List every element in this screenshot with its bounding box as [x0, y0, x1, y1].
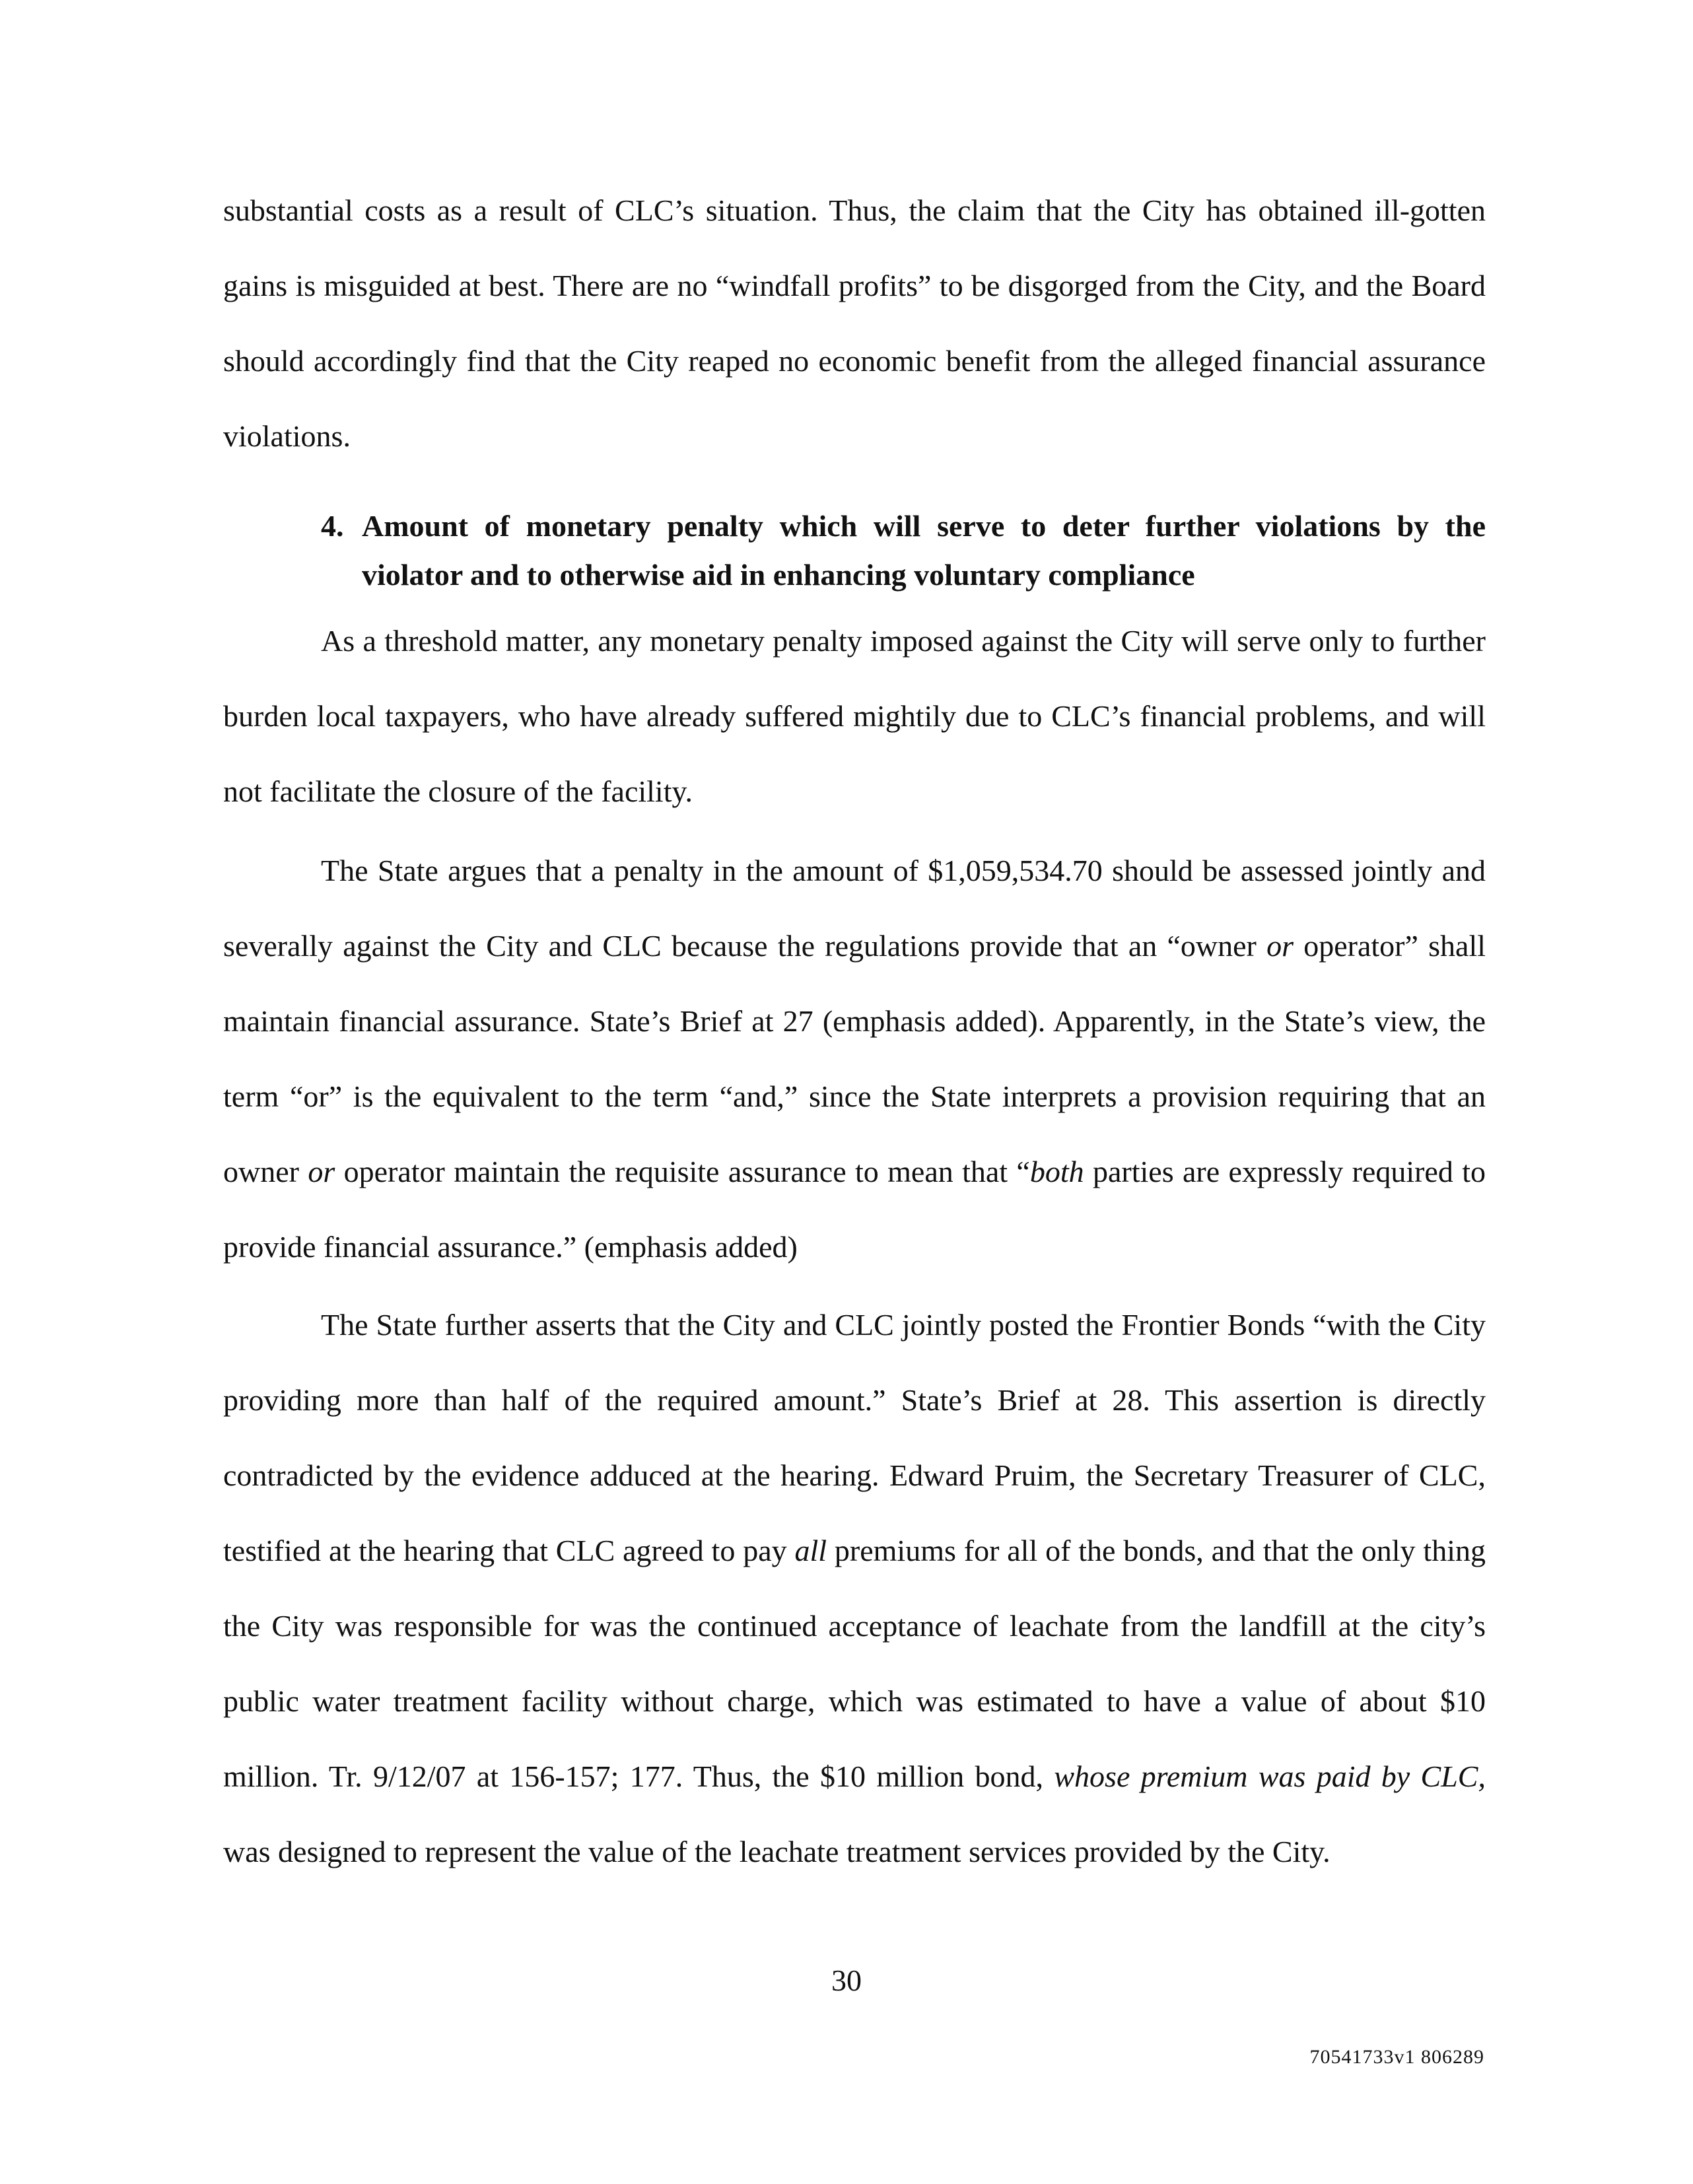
paragraph-text: As a threshold matter, any monetary penalty imposed against the City will serve only to further burden local taxpayers, who have already suffered mightily due to CLC’s financial problems, and will not facilitate the closure of the facility.: [223, 624, 1486, 808]
text-run: was designed to represent the value of the leachate treatment services provided by the City.: [223, 1835, 1330, 1868]
emphasis-or: or: [1266, 929, 1294, 963]
document-id: 70541733v1 806289: [1309, 2046, 1484, 2068]
text-run: operator maintain the requisite assurance to mean that “: [335, 1155, 1030, 1188]
paragraph-economic-benefit: [223, 173, 1486, 474]
paragraph-threshold-matter: [223, 603, 1486, 829]
emphasis-premium-paid: whose premium was paid by CLC,: [1054, 1759, 1486, 1793]
text-run: parties are expressly required to provide financial assurance.” (emphasis added): [223, 1155, 1486, 1264]
text-run: premiums for all of the bonds, and that the only thing the City was responsible for was the continued acceptance of leachate from the landfill at the city’s public water treatment facility without charge, which was estimated to have a value of about $10 million. Tr. 9/12/07 at 156-157; 177. Thus, the $10 million bond,: [223, 1534, 1486, 1793]
paragraph-frontier-bonds: [223, 1287, 1486, 1890]
section-number: 4.: [321, 509, 344, 543]
section-heading: [321, 502, 1486, 599]
paragraph-text: substantial costs as a result of CLC’s situation. Thus, the claim that the City has obtained ill-gotten gains is misguided at best. There are no “windfall profits” to be disgorged from the City, and the Board should accordingly find that the City reaped no economic benefit from the alleged financial assurance violations.: [223, 193, 1486, 453]
page-number: 30: [831, 1963, 862, 1997]
emphasis-or: or: [308, 1155, 335, 1188]
emphasis-both: both: [1029, 1155, 1084, 1188]
text-run: The State further asserts that the City and CLC jointly posted the Frontier Bonds “with the City providing more than half of the required amount.” State’s Brief at 28. This assertion is directly contradicted by the evidence adduced at the hearing. Edward Pruim, the Secretary Treasurer of CLC, testified at the hearing that CLC agreed to pay: [223, 1308, 1486, 1567]
section-title: Amount of monetary penalty which will serve to deter further violations by the violator and to otherwise aid in enhancing voluntary compliance: [362, 509, 1486, 592]
emphasis-all: all: [794, 1534, 827, 1567]
paragraph-state-argues: [223, 833, 1486, 1285]
text-run: The State argues that a penalty in the amount of $1,059,534.70 should be assessed jointly and severally against the City and CLC because the regulations provide that an “owner: [223, 854, 1486, 963]
text-run: operator” shall maintain financial assurance. State’s Brief at 27 (emphasis added). Apparently, in the State’s view, the term “or” is the equivalent to the term “and,” since the State interprets a provision requiring that an owner: [223, 929, 1486, 1188]
